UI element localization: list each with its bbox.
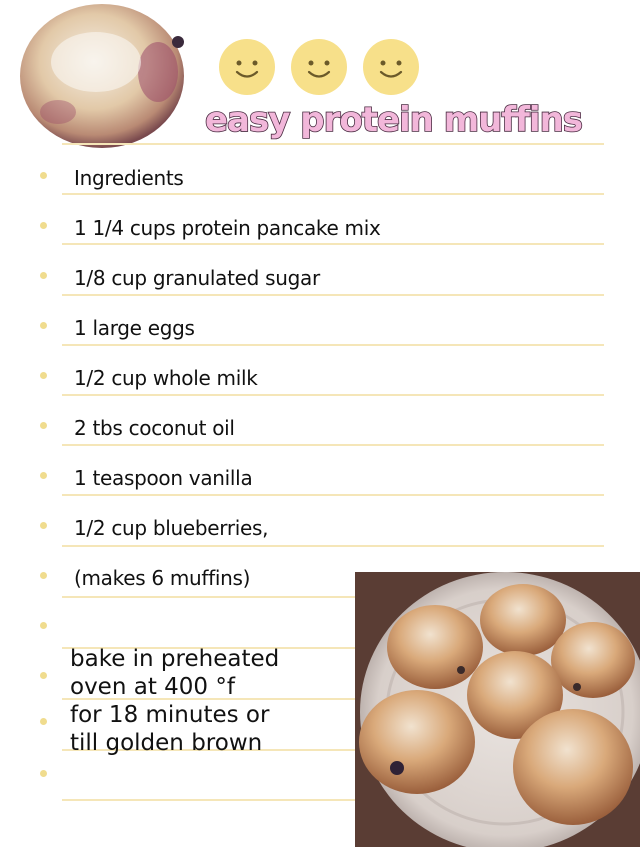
bullet-dot: [40, 422, 47, 429]
notebook-line: [62, 545, 604, 547]
notebook-line: [62, 444, 604, 446]
instruction-line: for 18 minutes or: [70, 702, 270, 728]
notebook-line: [62, 143, 604, 145]
notebook-line: [62, 243, 604, 245]
ingredient-item: 1/8 cup granulated sugar: [74, 266, 320, 290]
notebook-line: [62, 294, 604, 296]
ingredient-item: 1/2 cup blueberries,: [74, 516, 269, 540]
baking-instructions: [70, 645, 279, 757]
instruction-line: bake in preheated: [70, 646, 280, 672]
bullet-dot: [40, 770, 47, 777]
muffin-top-photo: [18, 2, 193, 154]
smiley-face-icon: [290, 38, 348, 96]
ingredient-item: 1 teaspoon vanilla: [74, 466, 253, 490]
ingredient-item: 1/2 cup whole milk: [74, 366, 258, 390]
smiley-face-icon: [218, 38, 276, 96]
ingredient-item: 1 large eggs: [74, 316, 195, 340]
ingredients-heading: Ingredients: [74, 166, 184, 190]
yield-note: (makes 6 muffins): [74, 566, 251, 590]
instruction-line: oven at 400 °f: [70, 674, 235, 700]
bullet-dot: [40, 172, 47, 179]
muffins-plate-photo: [355, 572, 640, 847]
notebook-line: [62, 344, 604, 346]
bullet-dot: [40, 572, 47, 579]
instruction-line: till golden brown: [70, 730, 263, 756]
bullet-dot: [40, 222, 47, 229]
notebook-line: [62, 494, 604, 496]
bullet-dot: [40, 322, 47, 329]
ingredient-item: 1 1/4 cups protein pancake mix: [74, 216, 381, 240]
bullet-dot: [40, 272, 47, 279]
bullet-dot: [40, 718, 47, 725]
bullet-dot: [40, 622, 47, 629]
notebook-line: [62, 193, 604, 195]
bullet-dot: [40, 522, 47, 529]
bullet-dot: [40, 372, 47, 379]
bullet-dot: [40, 672, 47, 679]
page-title: easy protein muffins: [205, 100, 583, 140]
ingredient-item: 2 tbs coconut oil: [74, 416, 235, 440]
bullet-dot: [40, 472, 47, 479]
notebook-line: [62, 394, 604, 396]
smiley-face-icon: [362, 38, 420, 96]
